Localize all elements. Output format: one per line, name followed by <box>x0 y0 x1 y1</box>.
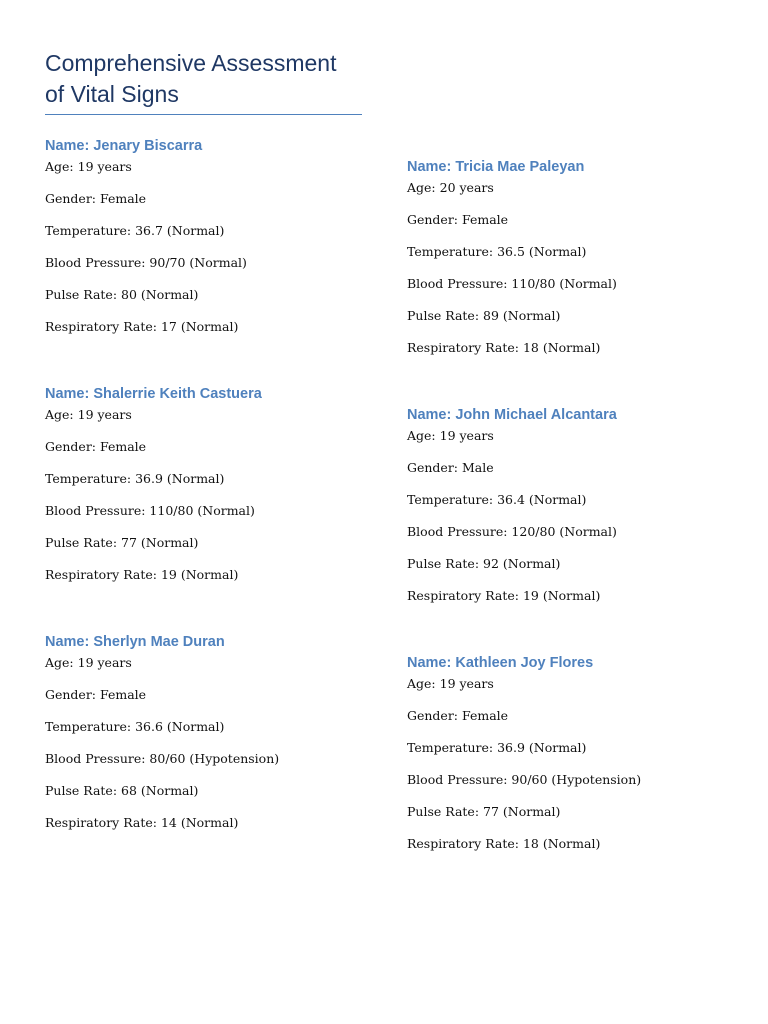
patient-pulse-rate: Pulse Rate: 80 (Normal) <box>45 287 199 302</box>
patient-record <box>407 404 747 652</box>
right-column <box>407 156 747 900</box>
patient-age: Age: 19 years <box>407 676 494 691</box>
patient-name: Name: Kathleen Joy Flores <box>407 655 594 671</box>
patient-age: Age: 19 years <box>45 159 132 174</box>
left-column <box>45 135 385 879</box>
patient-blood-pressure: Blood Pressure: 90/70 (Normal) <box>45 255 247 270</box>
patient-name: Name: Sherlyn Mae Duran <box>45 634 225 650</box>
patient-age: Age: 19 years <box>45 407 132 422</box>
patient-respiratory-rate: Respiratory Rate: 17 (Normal) <box>45 319 239 334</box>
patient-temperature: Temperature: 36.7 (Normal) <box>45 223 225 238</box>
patient-pulse-rate: Pulse Rate: 77 (Normal) <box>45 535 199 550</box>
patient-respiratory-rate: Respiratory Rate: 14 (Normal) <box>45 815 239 830</box>
patient-name: Name: Jenary Biscarra <box>45 138 203 154</box>
document-title <box>45 48 365 110</box>
patient-name: Name: Tricia Mae Paleyan <box>407 159 585 175</box>
patient-age: Age: 20 years <box>407 180 494 195</box>
patient-blood-pressure: Blood Pressure: 90/60 (Hypotension) <box>407 772 642 787</box>
patient-temperature: Temperature: 36.6 (Normal) <box>45 719 225 734</box>
patient-temperature: Temperature: 36.9 (Normal) <box>407 740 587 755</box>
patient-blood-pressure: Blood Pressure: 110/80 (Normal) <box>407 276 617 291</box>
patient-temperature: Temperature: 36.9 (Normal) <box>45 471 225 486</box>
patient-blood-pressure: Blood Pressure: 110/80 (Normal) <box>45 503 255 518</box>
patient-record <box>45 383 385 631</box>
patient-gender: Gender: Female <box>45 439 147 454</box>
patient-name: Name: Shalerrie Keith Castuera <box>45 386 262 402</box>
patient-temperature: Temperature: 36.5 (Normal) <box>407 244 587 259</box>
patient-blood-pressure: Blood Pressure: 80/60 (Hypotension) <box>45 751 280 766</box>
patient-age: Age: 19 years <box>45 655 132 670</box>
patient-age: Age: 19 years <box>407 428 494 443</box>
patient-pulse-rate: Pulse Rate: 77 (Normal) <box>407 804 561 819</box>
document-title-line-1: Comprehensive Assessment <box>45 50 337 76</box>
patient-respiratory-rate: Respiratory Rate: 19 (Normal) <box>407 588 601 603</box>
patient-respiratory-rate: Respiratory Rate: 18 (Normal) <box>407 340 601 355</box>
patient-record <box>45 135 385 383</box>
patient-gender: Gender: Female <box>45 687 147 702</box>
patient-name: Name: John Michael Alcantara <box>407 407 617 423</box>
patient-record <box>407 156 747 404</box>
patient-gender: Gender: Female <box>45 191 147 206</box>
patient-record <box>45 631 385 879</box>
patient-gender: Gender: Female <box>407 212 509 227</box>
patient-blood-pressure: Blood Pressure: 120/80 (Normal) <box>407 524 617 539</box>
patient-pulse-rate: Pulse Rate: 68 (Normal) <box>45 783 199 798</box>
patient-respiratory-rate: Respiratory Rate: 19 (Normal) <box>45 567 239 582</box>
document-title-line-2: of Vital Signs <box>45 81 179 107</box>
patient-gender: Gender: Female <box>407 708 509 723</box>
patient-temperature: Temperature: 36.4 (Normal) <box>407 492 587 507</box>
patient-pulse-rate: Pulse Rate: 89 (Normal) <box>407 308 561 323</box>
patient-respiratory-rate: Respiratory Rate: 18 (Normal) <box>407 836 601 851</box>
patient-pulse-rate: Pulse Rate: 92 (Normal) <box>407 556 561 571</box>
patient-gender: Gender: Male <box>407 460 494 475</box>
patient-record <box>407 652 747 900</box>
title-underline <box>45 114 362 115</box>
